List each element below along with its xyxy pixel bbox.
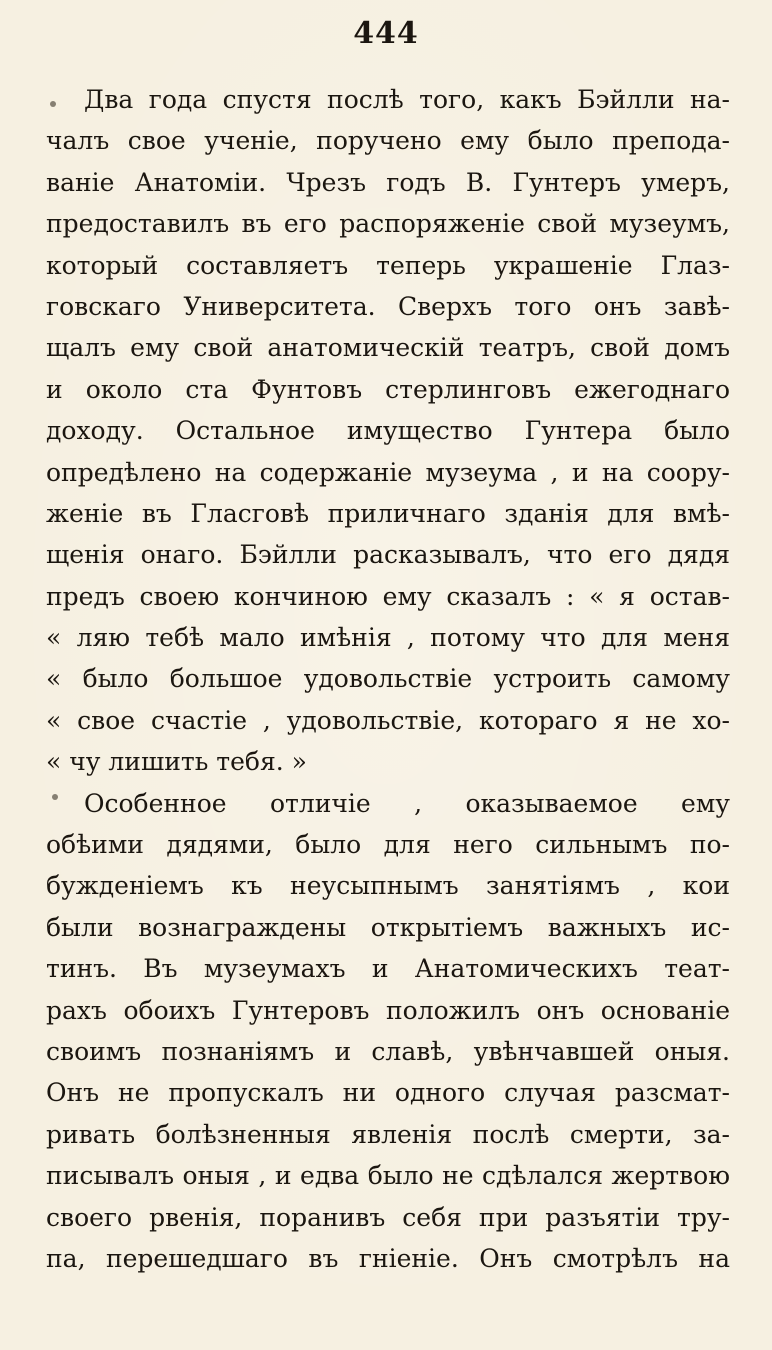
text-line: па, перешедшаго въ гніеніе. Онъ смотрѣлъ на xyxy=(46,1243,730,1273)
text-line: который составляетъ теперь украшеніе Глаз- xyxy=(46,250,730,280)
text-line: « свое счастіе , удовольствіе, котораго я не хо- xyxy=(46,705,730,735)
text-line: щенія онаго. Бэйлли расказывалъ, что его дядя xyxy=(46,540,730,570)
body-text xyxy=(46,79,730,1279)
text-line: ваніе Анатоміи. Чрезъ годъ В. Гунтеръ умеръ, xyxy=(46,167,730,197)
text-line: обѣими дядями, было для него сильнымъ по- xyxy=(46,830,730,860)
text-line: Особенное отличіе , оказываемое ему xyxy=(84,788,730,818)
page-number: 444 xyxy=(353,16,419,51)
text-line: писывалъ оныя , и едва было не сдѣлался жертвою xyxy=(46,1161,730,1191)
text-line: бужденіемъ къ неусыпнымъ занятіямъ , кои xyxy=(46,871,730,901)
text-line: опредѣлено на содержаніе музеума , и на соору- xyxy=(46,457,730,487)
text-line: своего рвенія, поранивъ себя при разъятіи тру- xyxy=(46,1202,730,1232)
text-line: доходу. Остальное имущество Гунтера было xyxy=(46,416,730,446)
text-line: ривать болѣзненныя явленія послѣ смерти, за- xyxy=(46,1119,730,1149)
text-line: « ляю тебѣ мало имѣнія , потому что для меня xyxy=(46,623,730,653)
text-line: предоставилъ въ его распоряженіе свой музеумъ, xyxy=(46,209,730,239)
text-line: « было большое удовольствіе устроить самому xyxy=(46,664,730,694)
text-line: говскаго Университета. Сверхъ того онъ завѣ- xyxy=(46,291,730,321)
text-line: своимъ познаніямъ и славѣ, увѣнчавшей оныя. xyxy=(46,1036,730,1066)
text-line: « чу лишить тебя. » xyxy=(46,747,307,777)
text-line: рахъ обоихъ Гунтеровъ положилъ онъ основаніе xyxy=(46,995,730,1025)
text-line: чалъ свое ученіе, поручено ему было препода- xyxy=(46,126,730,156)
text-line: были вознаграждены открытіемъ важныхъ ис- xyxy=(46,912,730,942)
text-line: женіе въ Гласговѣ приличнаго зданія для вмѣ- xyxy=(46,498,730,528)
text-line: Онъ не пропускалъ ни одного случая разсмат- xyxy=(46,1078,730,1108)
text-line: предъ своею кончиною ему сказалъ : « я остав- xyxy=(46,581,730,611)
text-line: тинъ. Въ музеумахъ и Анатомическихъ теат- xyxy=(46,954,730,984)
text-line: щалъ ему свой анатомическій театръ, свой домъ xyxy=(46,333,730,363)
text-line: и около ста Фунтовъ стерлинговъ ежегоднаго xyxy=(46,374,730,404)
text-line: Два года спустя послѣ того, какъ Бэйлли на- xyxy=(84,85,730,114)
